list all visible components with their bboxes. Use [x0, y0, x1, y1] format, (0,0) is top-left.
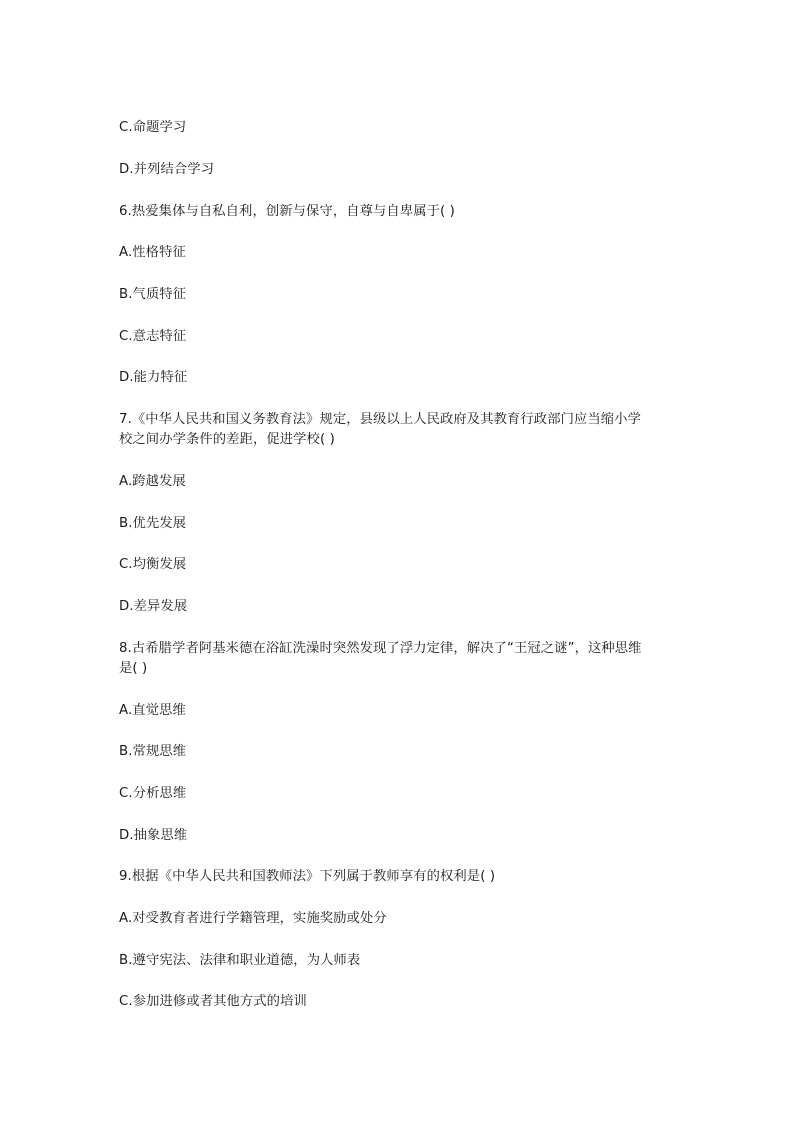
option-8d: D.抽象思维 [119, 828, 188, 843]
option-8a: A.直觉思维 [119, 703, 186, 718]
question-7-line-2: 校之间办学条件的差距，促进学校( ) [119, 432, 335, 447]
question-7-line-1: 7.《中华人民共和国义务教育法》规定，县级以上人民政府及其教育行政部门应当缩小学 [119, 412, 641, 427]
question-8-line-2: 是( ) [119, 661, 148, 676]
question-9: 9.根据《中华人民共和国教师法》下列属于教师享有的权利是( ) [119, 869, 496, 884]
question-8-line-1: 8.古希腊学者阿基米德在浴缸洗澡时突然发现了浮力定律，解决了“王冠之谜”，这种思维 [119, 641, 642, 656]
option-7a: A.跨越发展 [119, 474, 186, 489]
option-6b: B.气质特征 [119, 287, 187, 302]
document-page [119, 0, 679, 1123]
option-8b: B.常规思维 [119, 744, 187, 759]
option-6d: D.能力特征 [119, 370, 188, 385]
option-9a: A.对受教育者进行学籍管理，实施奖励或处分 [119, 911, 387, 926]
option-7c: C.均衡发展 [119, 557, 187, 572]
question-6: 6.热爱集体与自私自利，创新与保守，自尊与自卑属于( ) [119, 204, 455, 219]
option-9b: B.遵守宪法、法律和职业道德，为人师表 [119, 953, 361, 968]
option-8c: C.分析思维 [119, 786, 187, 801]
option-6a: A.性格特征 [119, 245, 186, 260]
option-5d: D.并列结合学习 [119, 162, 215, 177]
option-7b: B.优先发展 [119, 516, 187, 531]
option-6c: C.意志特征 [119, 329, 187, 344]
option-7d: D.差异发展 [119, 599, 188, 614]
option-5c: C.命题学习 [119, 120, 187, 135]
option-9c: C.参加进修或者其他方式的培训 [119, 994, 307, 1009]
